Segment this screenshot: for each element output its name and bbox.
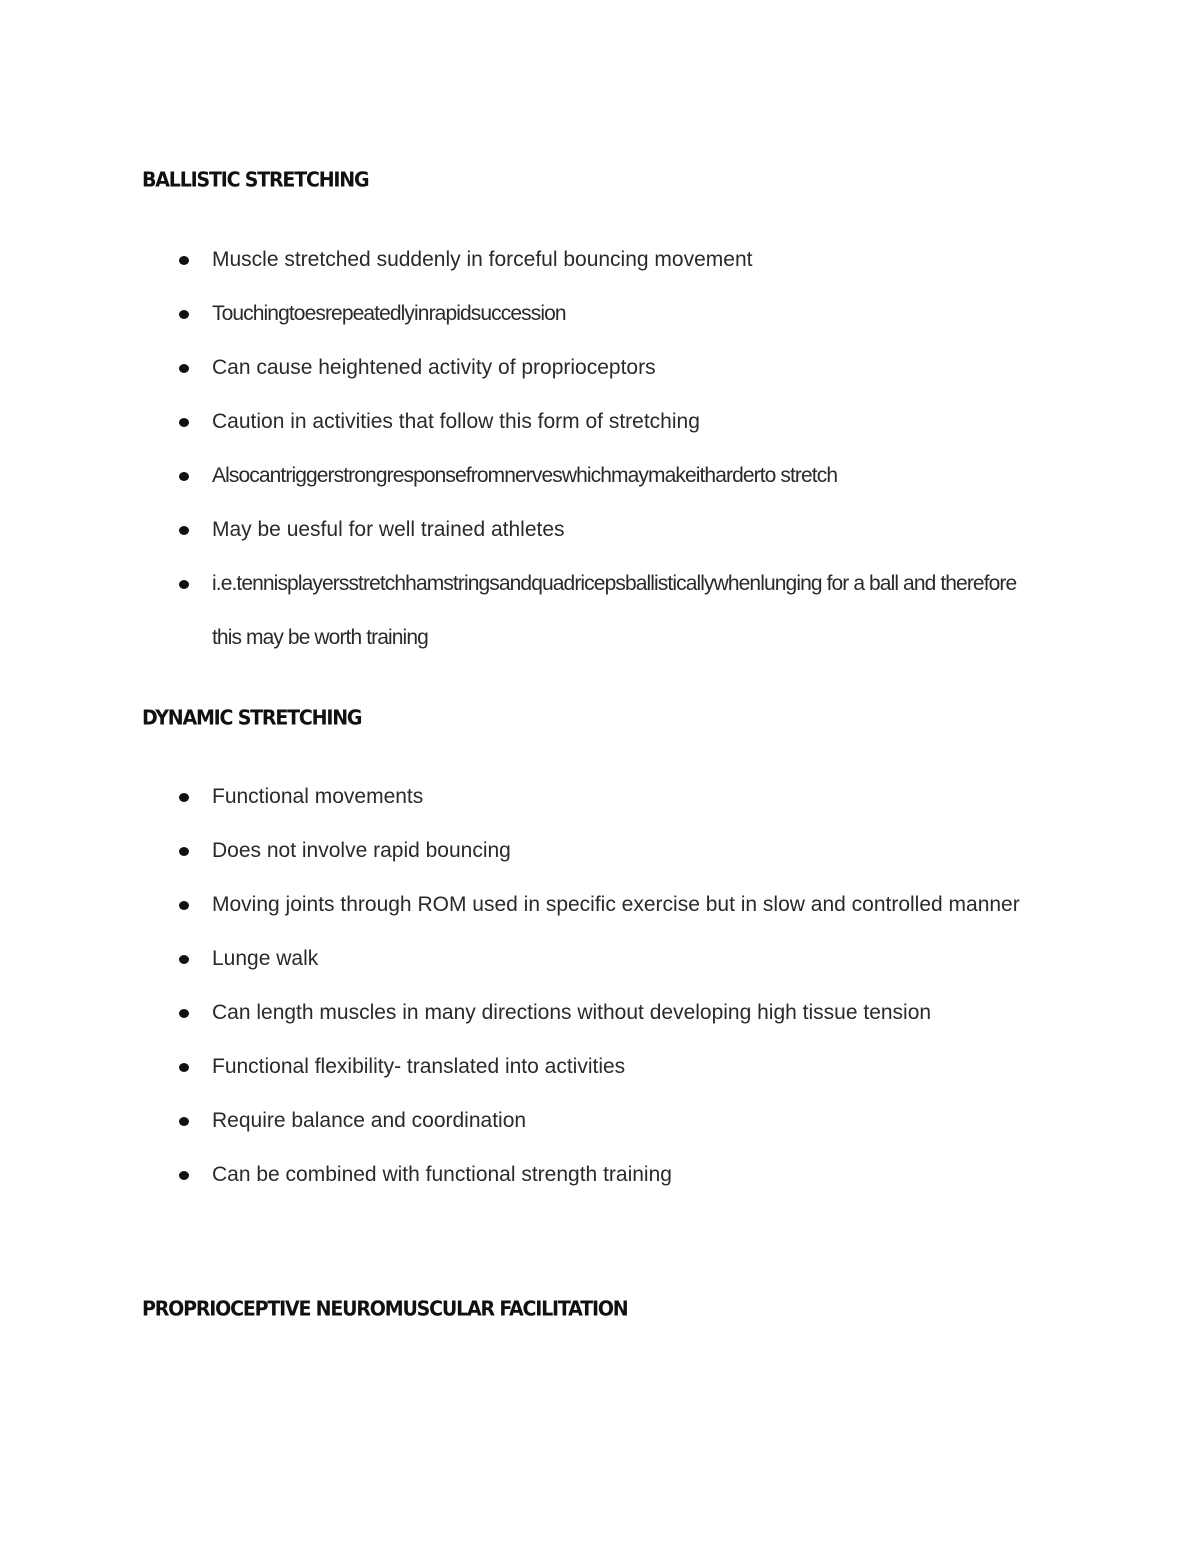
list-item xyxy=(0,503,1042,557)
list-item xyxy=(0,878,1042,932)
bullet-icon xyxy=(179,364,189,373)
list-item-text: Can be combined with functional strength training xyxy=(212,1163,672,1186)
bullet-icon xyxy=(179,256,189,265)
list-item-text: Caution in activities that follow this form of stretching xyxy=(212,410,700,433)
bullet-icon xyxy=(179,901,189,910)
bullet-icon xyxy=(179,580,189,589)
heading-pnf: PROPRIOCEPTIVE NEUROMUSCULAR FACILITATION xyxy=(142,1297,628,1321)
list-item xyxy=(0,287,1042,341)
bullet-icon xyxy=(179,418,189,427)
list-item xyxy=(0,986,1042,1040)
list-item-text: May be uesful for well trained athletes xyxy=(212,518,565,541)
list-item xyxy=(0,341,1042,395)
list-item-text: Moving joints through ROM used in specific exercise but in slow and controlled manner xyxy=(212,893,1020,916)
dynamic-stretching-list xyxy=(0,770,1200,1202)
list-item xyxy=(0,824,1042,878)
bullet-icon xyxy=(179,1171,189,1180)
list-item-text: Muscle stretched suddenly in forceful bouncing movement xyxy=(212,248,753,271)
list-item-text: Touchingtoesrepeatedlyinrapidsuccession xyxy=(212,302,566,325)
bullet-icon xyxy=(179,955,189,964)
list-item xyxy=(0,449,1042,503)
list-item-text: Can cause heightened activity of proprioceptors xyxy=(212,356,656,379)
list-item xyxy=(0,770,1042,824)
list-item xyxy=(0,1094,1042,1148)
bullet-icon xyxy=(179,1063,189,1072)
list-item xyxy=(0,233,1042,287)
list-item xyxy=(0,1040,1042,1094)
bullet-icon xyxy=(179,526,189,535)
bullet-icon xyxy=(179,1117,189,1126)
bullet-icon xyxy=(179,1009,189,1018)
list-item-text: i.e.tennisplayersstretchhamstringsandquadricepsballisticallywhenlunging for a ball and therefore this may be worth training xyxy=(212,572,1017,649)
list-item-text: Functional movements xyxy=(212,785,424,808)
bullet-icon xyxy=(179,310,189,319)
list-item xyxy=(0,1148,1042,1202)
ballistic-stretching-list xyxy=(0,233,1200,665)
list-item-text: Alsocantriggerstrongresponsefromnerveswhichmaymakeitharderto stretch xyxy=(212,464,838,487)
heading-ballistic-stretching: BALLISTIC STRETCHING xyxy=(142,168,369,192)
list-item-text: Functional flexibility- translated into activities xyxy=(212,1055,626,1078)
heading-dynamic-stretching: DYNAMIC STRETCHING xyxy=(142,706,362,730)
list-item xyxy=(0,557,1042,665)
list-item-text: Can length muscles in many directions without developing high tissue tension xyxy=(212,1001,932,1024)
list-item-text: Require balance and coordination xyxy=(212,1109,527,1132)
list-item xyxy=(0,395,1042,449)
bullet-icon xyxy=(179,847,189,856)
list-item-text: Lunge walk xyxy=(212,947,319,970)
bullet-icon xyxy=(179,472,189,481)
list-item xyxy=(0,932,1042,986)
bullet-icon xyxy=(179,793,189,802)
list-item-text: Does not involve rapid bouncing xyxy=(212,839,511,862)
